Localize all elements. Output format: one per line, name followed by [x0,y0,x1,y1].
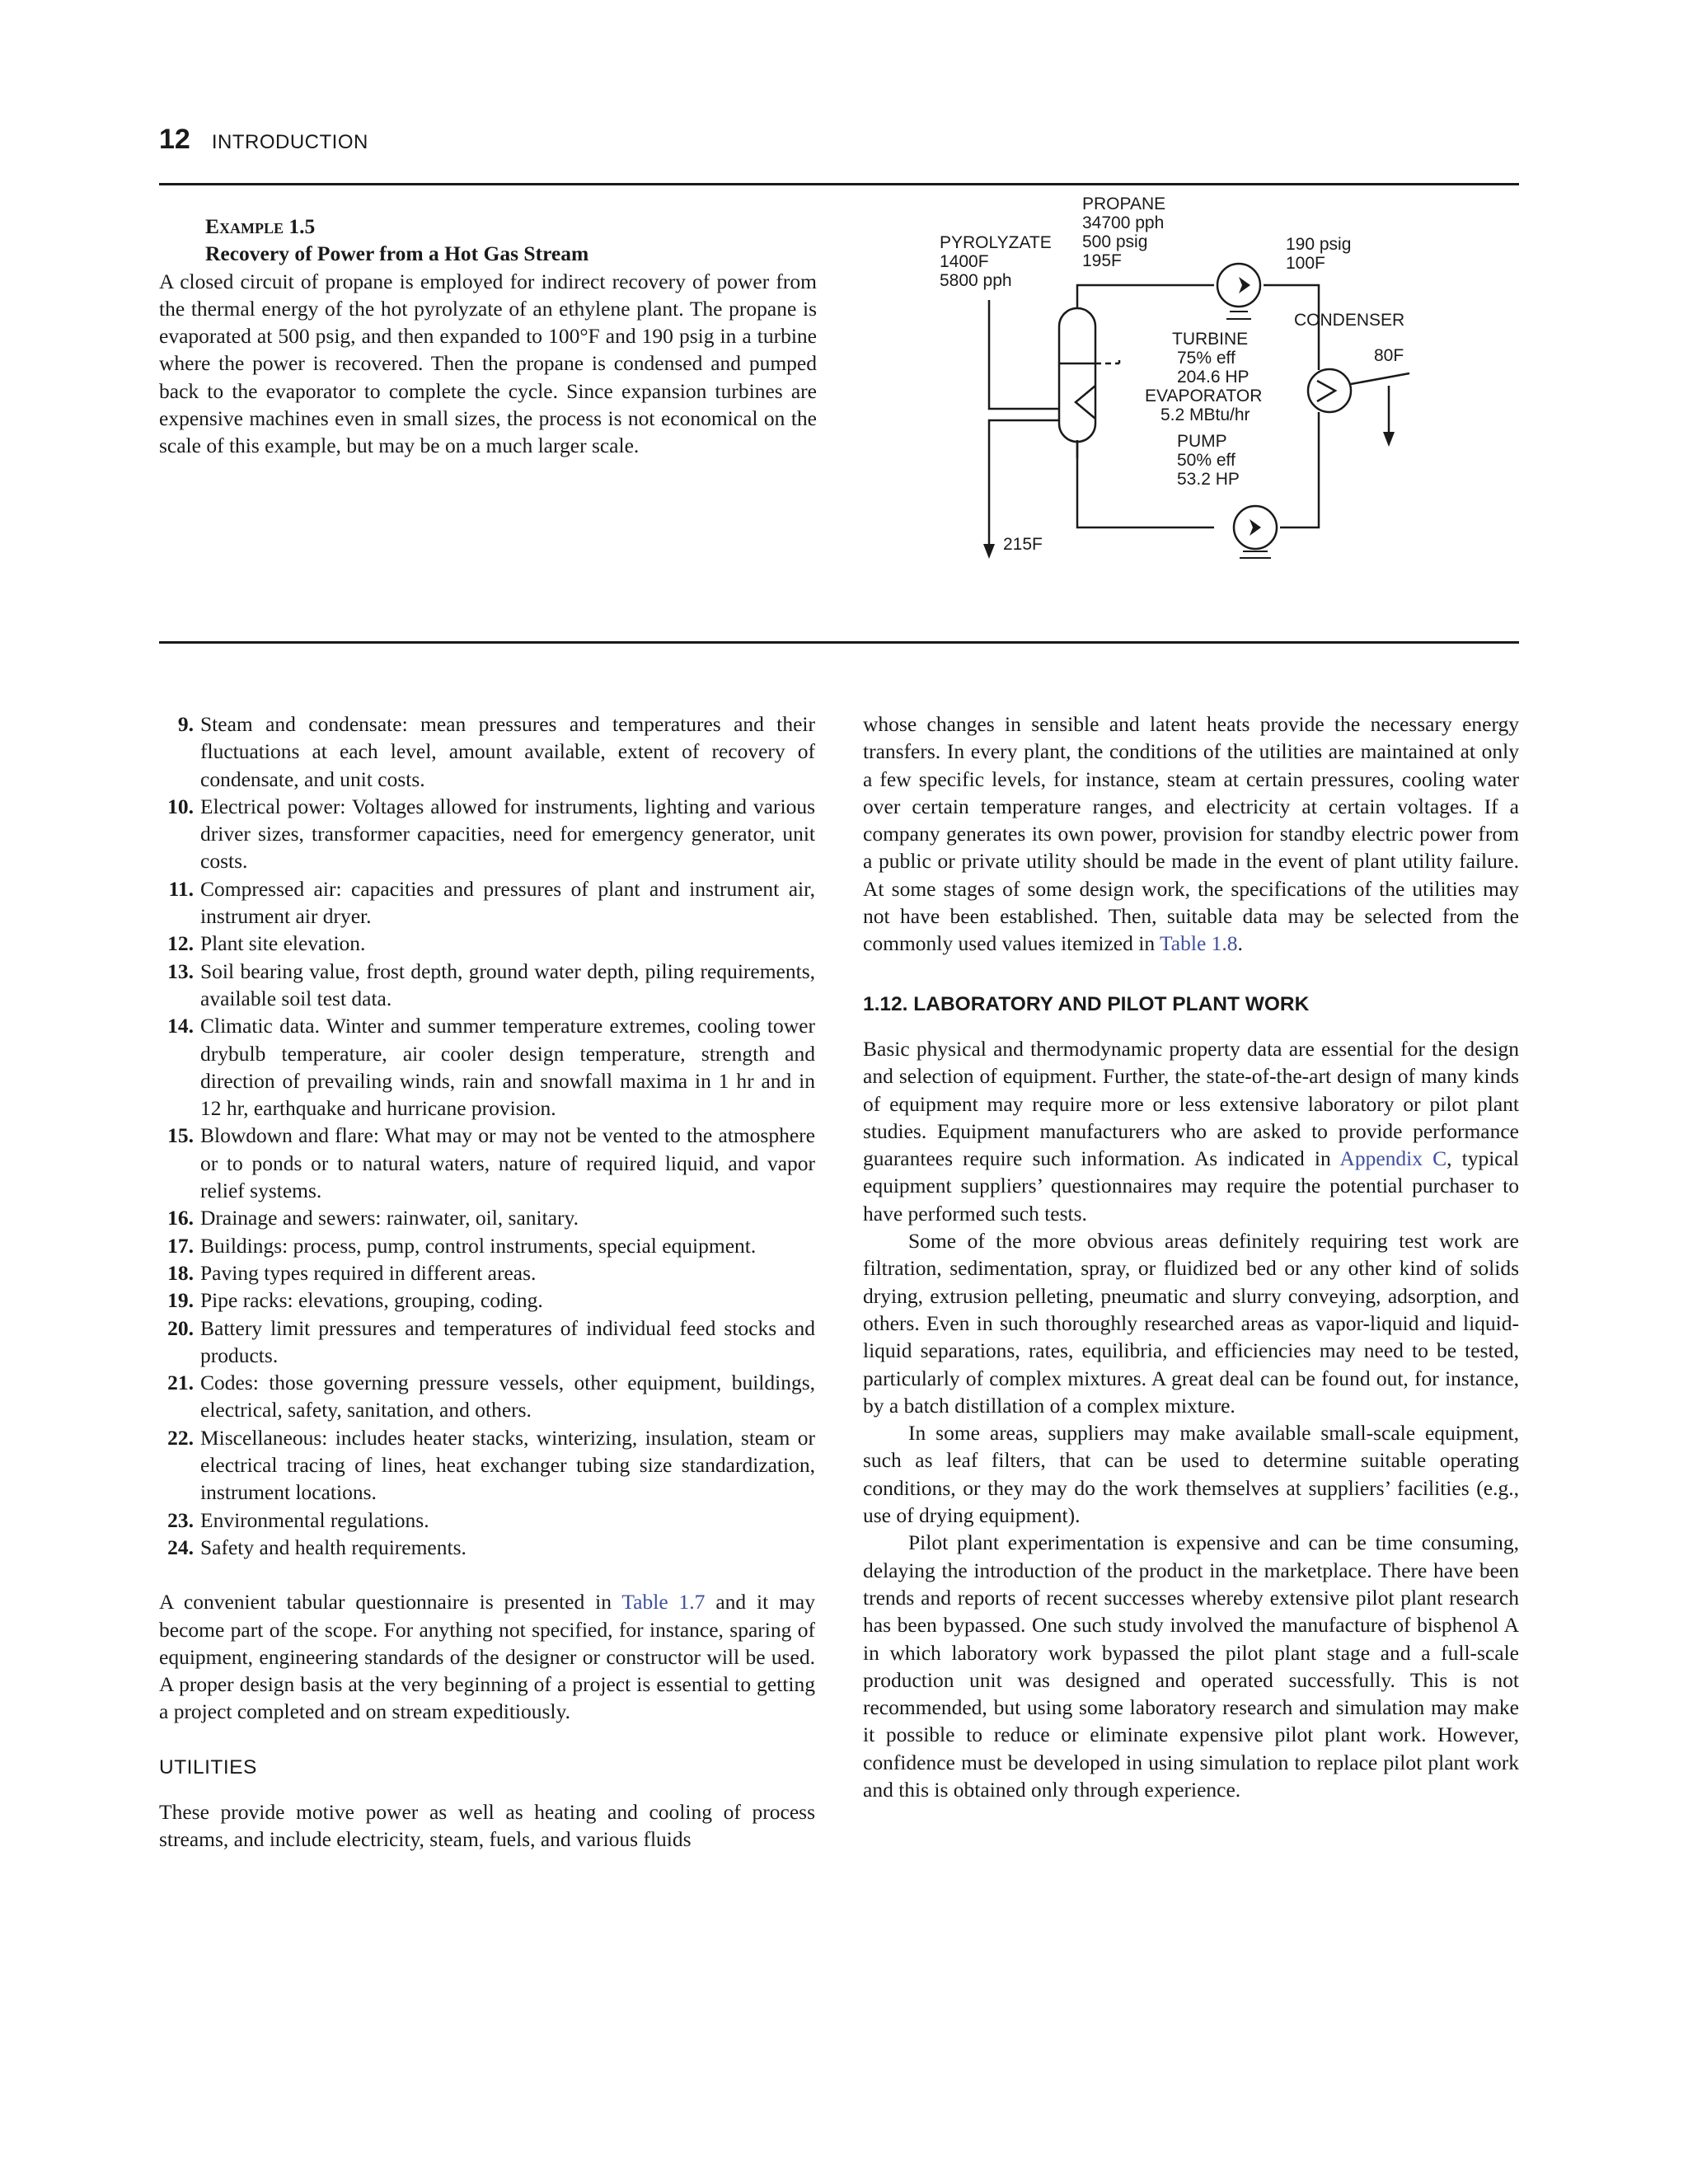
list-item: 10. Electrical power: Voltages allowed for instruments, lighting and various driver sizes, transformer capacities, need for emergency generator, unit costs. [167,794,815,874]
label-condenser-temp: 80F [1374,346,1404,365]
list-item: 13. Soil bearing value, frost depth, ground water depth, piling requirements, available soil test data. [167,958,815,1010]
list-item: 14. Climatic data. Winter and summer temperature extremes, cooling tower drybulb temperature, air cooler design temperature, strength and direction of prevailing winds, rain and snowfall maxima in 1 hr and in 12 hr, earthquake and hurricane provision. [167,1014,815,1121]
running-head [159,124,368,160]
label-evaporator-duty: 5.2 MBtu/hr [1160,405,1250,424]
pump-arrow-icon [1250,519,1261,536]
evaporator-vessel [1059,308,1095,442]
right-column [863,710,1519,1803]
label-turbine: TURBINE [1172,330,1249,349]
lab-section-heading: 1.12. LABORATORY AND PILOT PLANT WORK [863,992,1310,1015]
label-turbine-eff: 75% eff [1177,349,1236,368]
appendix-c-link[interactable]: Appendix C [1339,1146,1447,1171]
list-item: 15. Blowdown and flare: What may or may not be vented to the atmosphere or to ponds or to natural waters, nature of required liquid, and vapor relief systems. [167,1123,815,1203]
label-outlet-pressure: 190 psig [1286,235,1352,254]
example-box [159,213,817,460]
label-evaporator: EVAPORATOR [1145,387,1263,405]
turbine-circle [1217,264,1260,307]
list-item: 21. Codes: those governing pressure vessels, other equipment, buildings, electrical, safety, sanitation, and others. [167,1371,815,1422]
condenser-circle [1308,369,1351,412]
table-1-8-link[interactable]: Table 1.8 [1160,931,1238,956]
label-pyrolyzate-temp: 1400F [940,252,989,271]
requirements-list [159,710,815,1561]
example-body: A closed circuit of propane is employed for indirect recovery of power from the thermal energy of the hot pyrolyzate of an ethylene plant. The propane is evaporated at 500 psig, and then expanded to 100°F and 190 psig in a turbine where the power is recovered. Then the propane is condensed and pumped back to the evaporator to complete the cycle. Since expansion turbines are expensive machines even in small sizes, the process is not economical on the scale of this example, but may be on a much larger scale. [159,269,817,458]
list-item: 17. Buildings: process, pump, control instruments, special equipment. [167,1233,757,1258]
table-1-7-link[interactable]: Table 1.7 [621,1590,706,1615]
page-number: 12 [159,124,190,155]
utilities-paragraph-right: whose changes in sensible and latent heats provide the necessary energy transfers. In every plant, the conditions of the utilities are maintained at only a few specific levels, for instance, steam at certain pressures, cooling water over certain temperature ranges, and electricity at certain voltages. If a company generates its own power, provision for standby electric power from a public or private utility should be made in the event of plant utility failure. At some stages of some design work, the specifications of the utilities may not have been established. Then, suitable data may be selected from the commonly used values itemized in Table 1.8. [863,712,1519,956]
label-pyrolyzate: PYROLYZATE [940,233,1052,252]
label-condenser: CONDENSER [1294,311,1405,330]
label-propane-pressure: 500 psig [1082,232,1148,251]
label-pump-eff: 50% eff [1177,451,1236,470]
list-item: 12. Plant site elevation. [167,931,366,956]
process-flow-svg [923,185,1434,564]
utilities-heading: UTILITIES [159,1755,257,1779]
label-outlet-temp: 100F [1286,254,1325,273]
list-item: 9. Steam and condensate: mean pressures and temperatures and their fluctuations at each level, amount available, extent of recovery of condensate, and unit costs. [177,712,815,791]
left-column [159,710,815,1854]
lab-paragraph-4: Pilot plant experimentation is expensive and can be time consuming, delaying the introduction of the product in the marketplace. There have been trends and reports of recent successes whereby extensive pilot plant research has been bypassed. One such study involved the manufacture of bisphenol A in which laboratory work bypassed the pilot plant stage and a full-scale production unit was designed and operated successfully. This is not recommended, but using some laboratory research and simulation may make it possible to reduce or eliminate expensive pilot plant work. However, confidence must be developed in using simulation to replace pilot plant work and this is obtained only through experience. [863,1530,1519,1802]
example-label-number: 1.5 [288,214,316,238]
utilities-paragraph-left: These provide motive power as well as heating and cooling of process streams, and include electricity, steam, fuels, and various fluids [159,1799,815,1852]
label-pump: PUMP [1177,432,1227,451]
list-item: 19. Pipe racks: elevations, grouping, coding. [167,1288,543,1313]
lab-paragraph-1: Basic physical and thermodynamic property data are essential for the design and selection of equipment. Further, the state-of-the-art design of many kinds of equipment may require more or less extensive laboratory or pilot plant studies. Equipment manufacturers who are asked to provide performance guarantees require such information. As indicated in Appendix C, typical equipment suppliers’ questionnaires may require the potential purchaser to have performed such tests. [863,1036,1519,1226]
label-pump-hp: 53.2 HP [1177,470,1240,489]
condenser-outlet-arrow-icon [1383,432,1395,447]
list-item: 18. Paving types required in different areas. [167,1260,537,1285]
list-item: 22. Miscellaneous: includes heater stacks, winterizing, insulation, steam or electrical tracing of lines, heat exchanger tubing size standardization, instrument locations. [167,1425,815,1505]
label-propane-temp: 195F [1082,251,1122,270]
label-turbine-hp: 204.6 HP [1177,368,1250,387]
list-item: 24. Safety and health requirements. [167,1535,467,1559]
questionnaire-paragraph: A convenient tabular questionnaire is presented in Table 1.7 and it may become part of the scope. For anything not specified, for instance, sparing of equipment, engineering standards of the designer or constructor will be used. A proper design basis at the very beginning of a project is essential to getting a project completed and on stream expeditiously. [159,1590,816,1724]
list-item: 23. Environmental regulations. [167,1507,429,1532]
list-item: 16. Drainage and sewers: rainwater, oil, sanitary. [167,1206,579,1230]
lab-paragraph-3: In some areas, suppliers may make available small-scale equipment, such as leaf filters, that can be used to determine suitable operating conditions, or they may do the work themselves at suppliers’ facilities (e.g., use of drying equipment). [863,1421,1519,1528]
bottom-rule [159,641,1519,644]
turbine-arrow-icon [1239,277,1250,293]
example-label-word: Example [205,214,284,238]
example-label [205,213,817,240]
label-propane-flow: 34700 pph [1082,213,1165,232]
pyrolyzate-outlet-arrow-icon [983,544,995,559]
list-item: 20. Battery limit pressures and temperatures of individual feed stocks and products. [167,1315,815,1367]
running-title: INTRODUCTION [211,131,368,153]
label-pyrolyzate-flow: 5800 pph [940,271,1012,290]
example-title: Recovery of Power from a Hot Gas Stream [205,241,589,266]
label-propane: PROPANE [1082,194,1166,213]
list-item: 11. Compressed air: capacities and pressures of plant and instrument air, instrument air dryer. [168,876,815,929]
label-bottom-temp: 215F [1003,535,1043,554]
process-flow-diagram [923,185,1434,564]
lab-paragraph-2: Some of the more obvious areas definitely requiring test work are filtration, sedimentation, spray, or fluidized bed or any other kind of solids drying, extrusion pelleting, pneumatic and slurry conveying, adsorption, and others. Even in such thoroughly researched areas as vapor-liquid and liquid-liquid separations, rates, equilibria, and efficiencies may need to be tested, particularly of complex mixtures. A great deal can be found out, for instance, by a batch distillation of a complex mixture. [863,1229,1519,1418]
